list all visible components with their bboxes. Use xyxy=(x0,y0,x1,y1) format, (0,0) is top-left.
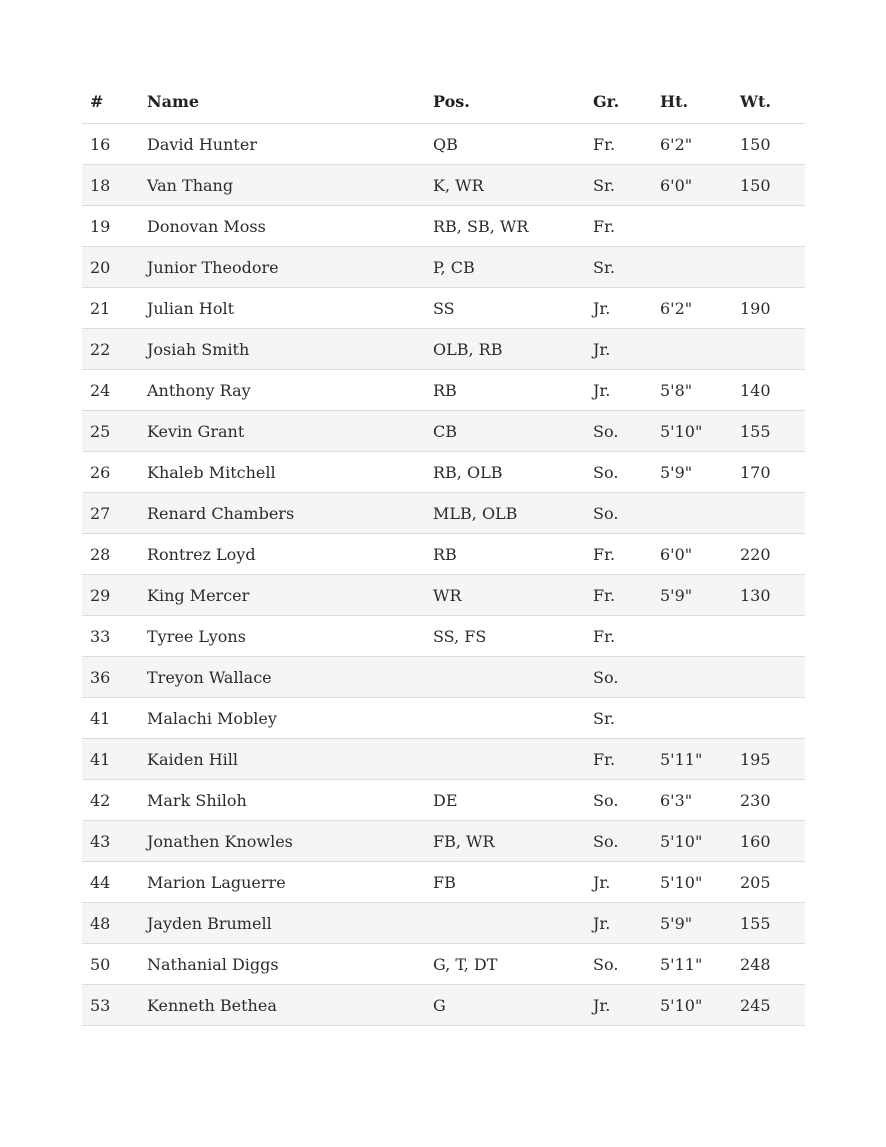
player-number: 44 xyxy=(82,862,139,903)
player-height: 5'11" xyxy=(652,739,732,780)
player-name: Donovan Moss xyxy=(139,206,425,247)
player-height: 6'2" xyxy=(652,288,732,329)
player-number: 25 xyxy=(82,411,139,452)
player-weight: 220 xyxy=(732,534,805,575)
player-position: G, T, DT xyxy=(425,944,585,985)
player-grade: Fr. xyxy=(585,616,652,657)
player-grade: Jr. xyxy=(585,370,652,411)
player-grade: So. xyxy=(585,657,652,698)
player-height: 5'10" xyxy=(652,411,732,452)
header-height: Ht. xyxy=(652,80,732,124)
player-height xyxy=(652,616,732,657)
player-weight: 230 xyxy=(732,780,805,821)
header-row xyxy=(82,80,805,124)
player-weight: 155 xyxy=(732,903,805,944)
player-name: Malachi Mobley xyxy=(139,698,425,739)
player-name: Kevin Grant xyxy=(139,411,425,452)
player-position xyxy=(425,739,585,780)
player-position: OLB, RB xyxy=(425,329,585,370)
player-number: 36 xyxy=(82,657,139,698)
player-height: 6'0" xyxy=(652,534,732,575)
table-row xyxy=(82,493,805,534)
player-position: RB xyxy=(425,370,585,411)
player-name: Treyon Wallace xyxy=(139,657,425,698)
table-row xyxy=(82,657,805,698)
table-row xyxy=(82,165,805,206)
table-row xyxy=(82,944,805,985)
player-name: Junior Theodore xyxy=(139,247,425,288)
player-number: 22 xyxy=(82,329,139,370)
table-row xyxy=(82,452,805,493)
player-position: SS, FS xyxy=(425,616,585,657)
table-row xyxy=(82,903,805,944)
player-position: K, WR xyxy=(425,165,585,206)
player-height: 5'10" xyxy=(652,821,732,862)
table-row xyxy=(82,329,805,370)
player-number: 33 xyxy=(82,616,139,657)
table-row xyxy=(82,534,805,575)
roster-body xyxy=(82,124,805,1026)
player-position: SS xyxy=(425,288,585,329)
player-grade: Sr. xyxy=(585,165,652,206)
player-weight: 248 xyxy=(732,944,805,985)
table-row xyxy=(82,370,805,411)
player-grade: So. xyxy=(585,821,652,862)
player-weight: 195 xyxy=(732,739,805,780)
player-position: FB, WR xyxy=(425,821,585,862)
player-position: WR xyxy=(425,575,585,616)
player-height: 5'9" xyxy=(652,903,732,944)
player-position xyxy=(425,657,585,698)
player-position: RB, OLB xyxy=(425,452,585,493)
player-number: 50 xyxy=(82,944,139,985)
player-position: DE xyxy=(425,780,585,821)
player-name: David Hunter xyxy=(139,124,425,165)
player-weight: 140 xyxy=(732,370,805,411)
table-row xyxy=(82,862,805,903)
player-weight xyxy=(732,698,805,739)
player-grade: So. xyxy=(585,452,652,493)
header-grade: Gr. xyxy=(585,80,652,124)
player-position: MLB, OLB xyxy=(425,493,585,534)
player-grade: Fr. xyxy=(585,534,652,575)
player-position: CB xyxy=(425,411,585,452)
player-number: 24 xyxy=(82,370,139,411)
player-position: RB xyxy=(425,534,585,575)
player-name: Anthony Ray xyxy=(139,370,425,411)
player-weight: 155 xyxy=(732,411,805,452)
roster-table xyxy=(82,80,805,1026)
player-weight: 150 xyxy=(732,165,805,206)
player-grade: Fr. xyxy=(585,124,652,165)
player-number: 43 xyxy=(82,821,139,862)
roster-header xyxy=(82,80,805,124)
player-number: 48 xyxy=(82,903,139,944)
player-grade: Fr. xyxy=(585,206,652,247)
player-weight: 160 xyxy=(732,821,805,862)
player-height xyxy=(652,329,732,370)
player-name: Kaiden Hill xyxy=(139,739,425,780)
player-weight xyxy=(732,247,805,288)
player-number: 18 xyxy=(82,165,139,206)
player-number: 19 xyxy=(82,206,139,247)
table-row xyxy=(82,739,805,780)
player-position xyxy=(425,698,585,739)
player-grade: Jr. xyxy=(585,985,652,1026)
player-grade: So. xyxy=(585,944,652,985)
player-weight: 170 xyxy=(732,452,805,493)
table-row xyxy=(82,985,805,1026)
player-grade: Fr. xyxy=(585,575,652,616)
player-height xyxy=(652,206,732,247)
player-name: Julian Holt xyxy=(139,288,425,329)
player-height: 5'9" xyxy=(652,452,732,493)
player-position: FB xyxy=(425,862,585,903)
player-number: 27 xyxy=(82,493,139,534)
table-row xyxy=(82,575,805,616)
player-height xyxy=(652,247,732,288)
player-weight xyxy=(732,206,805,247)
player-name: Jayden Brumell xyxy=(139,903,425,944)
player-name: Kenneth Bethea xyxy=(139,985,425,1026)
player-height: 5'11" xyxy=(652,944,732,985)
player-grade: Sr. xyxy=(585,698,652,739)
player-weight xyxy=(732,329,805,370)
player-name: King Mercer xyxy=(139,575,425,616)
player-height: 6'0" xyxy=(652,165,732,206)
player-grade: So. xyxy=(585,411,652,452)
player-number: 16 xyxy=(82,124,139,165)
header-weight: Wt. xyxy=(732,80,805,124)
table-row xyxy=(82,698,805,739)
player-name: Renard Chambers xyxy=(139,493,425,534)
player-weight: 205 xyxy=(732,862,805,903)
player-height: 5'10" xyxy=(652,985,732,1026)
player-weight xyxy=(732,493,805,534)
player-weight: 245 xyxy=(732,985,805,1026)
player-number: 26 xyxy=(82,452,139,493)
player-number: 29 xyxy=(82,575,139,616)
player-weight: 150 xyxy=(732,124,805,165)
table-row xyxy=(82,206,805,247)
player-grade: So. xyxy=(585,493,652,534)
player-number: 41 xyxy=(82,739,139,780)
player-position: RB, SB, WR xyxy=(425,206,585,247)
player-weight: 190 xyxy=(732,288,805,329)
header-position: Pos. xyxy=(425,80,585,124)
player-name: Van Thang xyxy=(139,165,425,206)
table-row xyxy=(82,124,805,165)
player-height: 5'10" xyxy=(652,862,732,903)
table-row xyxy=(82,821,805,862)
player-height: 5'9" xyxy=(652,575,732,616)
header-name: Name xyxy=(139,80,425,124)
player-name: Mark Shiloh xyxy=(139,780,425,821)
player-grade: Sr. xyxy=(585,247,652,288)
player-number: 41 xyxy=(82,698,139,739)
player-position: G xyxy=(425,985,585,1026)
player-name: Jonathen Knowles xyxy=(139,821,425,862)
player-grade: Jr. xyxy=(585,329,652,370)
player-name: Josiah Smith xyxy=(139,329,425,370)
player-height: 5'8" xyxy=(652,370,732,411)
player-number: 20 xyxy=(82,247,139,288)
header-number: # xyxy=(82,80,139,124)
player-height xyxy=(652,493,732,534)
player-weight xyxy=(732,657,805,698)
player-grade: Jr. xyxy=(585,288,652,329)
table-row xyxy=(82,288,805,329)
player-grade: Jr. xyxy=(585,862,652,903)
player-height xyxy=(652,698,732,739)
player-number: 28 xyxy=(82,534,139,575)
player-name: Khaleb Mitchell xyxy=(139,452,425,493)
player-grade: So. xyxy=(585,780,652,821)
table-row xyxy=(82,411,805,452)
player-number: 53 xyxy=(82,985,139,1026)
player-number: 21 xyxy=(82,288,139,329)
player-position: P, CB xyxy=(425,247,585,288)
player-weight: 130 xyxy=(732,575,805,616)
player-height: 6'2" xyxy=(652,124,732,165)
player-name: Nathanial Diggs xyxy=(139,944,425,985)
player-height: 6'3" xyxy=(652,780,732,821)
table-row xyxy=(82,247,805,288)
player-weight xyxy=(732,616,805,657)
player-position xyxy=(425,903,585,944)
player-name: Rontrez Loyd xyxy=(139,534,425,575)
player-grade: Fr. xyxy=(585,739,652,780)
player-grade: Jr. xyxy=(585,903,652,944)
player-height xyxy=(652,657,732,698)
player-number: 42 xyxy=(82,780,139,821)
player-position: QB xyxy=(425,124,585,165)
table-row xyxy=(82,780,805,821)
player-name: Marion Laguerre xyxy=(139,862,425,903)
player-name: Tyree Lyons xyxy=(139,616,425,657)
table-row xyxy=(82,616,805,657)
